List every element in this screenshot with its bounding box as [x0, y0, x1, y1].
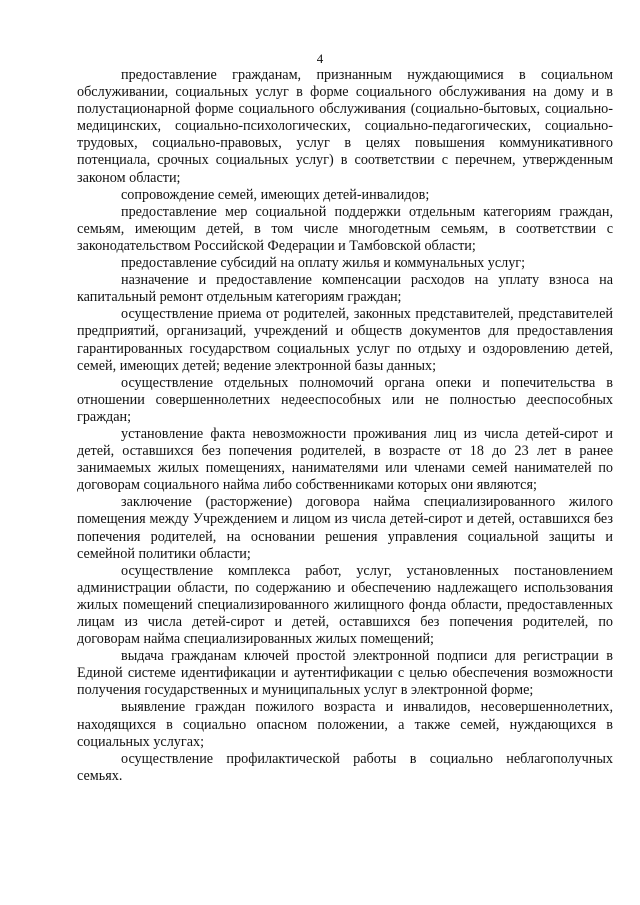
paragraph-electronic-signature: выдача гражданам ключей простой электронной подписи для регистрации в Единой системе идентификации и аутентификации с целью обеспечения возможности получения государственных и муниципальных услуг в электронной форме; [77, 648, 613, 699]
paragraph-housing-maintenance: осуществление комплекса работ, услуг, установленных постановлением администрации области, по содержанию и обеспечению надлежащего использования жилых помещений специализированного жилищного фонда области, предоставленных лицам из числа детей-сирот и детей, оставшихся без попечения родителей, по договорам найма специализированных жилых помещений; [77, 562, 613, 648]
paragraph-repair-compensation: назначение и предоставление компенсации расходов на уплату взноса на капитальный ремонт отдельным категориям граждан; [77, 272, 613, 306]
document-body [77, 67, 613, 785]
paragraph-document-reception: осуществление приема от родителей, законных представителей, представителей предприятий, организаций, учреждений и обществ документов для предоставления гарантированных государством социальных услуг по отдыху и оздоровлению детей, семей, имеющих детей; ведение электронной базы данных; [77, 306, 613, 374]
paragraph-housing-subsidies: предоставление субсидий на оплату жилья и коммунальных услуг; [121, 255, 526, 272]
paragraph-guardianship: осуществление отдельных полномочий органа опеки и попечительства в отношении совершеннолетних недееспособных или не полностью дееспособных граждан; [77, 374, 613, 425]
paragraph-social-support-measures: предоставление мер социальной поддержки отдельным категориям граждан, семьям, имеющим детей, в том числе многодетным семьям, в соответствии с законодательством Российской Федерации и Тамбовской области; [77, 203, 613, 254]
page-number: 4 [316, 51, 324, 66]
paragraph-identification: выявление граждан пожилого возраста и инвалидов, несовершеннолетних, находящихся в социально опасном положении, а также семей, нуждающихся в социальных услугах; [77, 699, 613, 750]
paragraph-disabled-children-families: сопровождение семей, имеющих детей-инвалидов; [121, 186, 430, 203]
paragraph-housing-contract: заключение (расторжение) договора найма специализированного жилого помещения между Учреждением и лицом из числа детей-сирот и детей, оставшихся без попечения родителей, на основании решения управления социальной защиты и семейной политики области; [77, 494, 613, 562]
paragraph-social-services: предоставление гражданам, признанным нуждающимися в социальном обслуживании, социальных услуг в форме социального обслуживания на дому и в полустационарной форме социального обслуживания (социально-бытовых, социально-медицинских, социально-психологических, социально-педагогических, социально-трудовых, социально-правовых, услуг в целях повышения коммуникативного потенциала, срочных социальных услуг) в соответствии с перечнем, утвержденным законом области; [77, 67, 613, 186]
paragraph-orphans-housing-fact: установление факта невозможности проживания лиц из числа детей-сирот и детей, оставшихся без попечения родителей, в возрасте от 18 до 23 лет в ранее занимаемых жилых помещениях, нанимателями или членами семей нанимателей по договорам социального найма либо собственниками которых они являются; [77, 425, 613, 494]
paragraph-prevention-work: осуществление профилактической работы в социально неблагополучных семьях. [77, 750, 613, 784]
